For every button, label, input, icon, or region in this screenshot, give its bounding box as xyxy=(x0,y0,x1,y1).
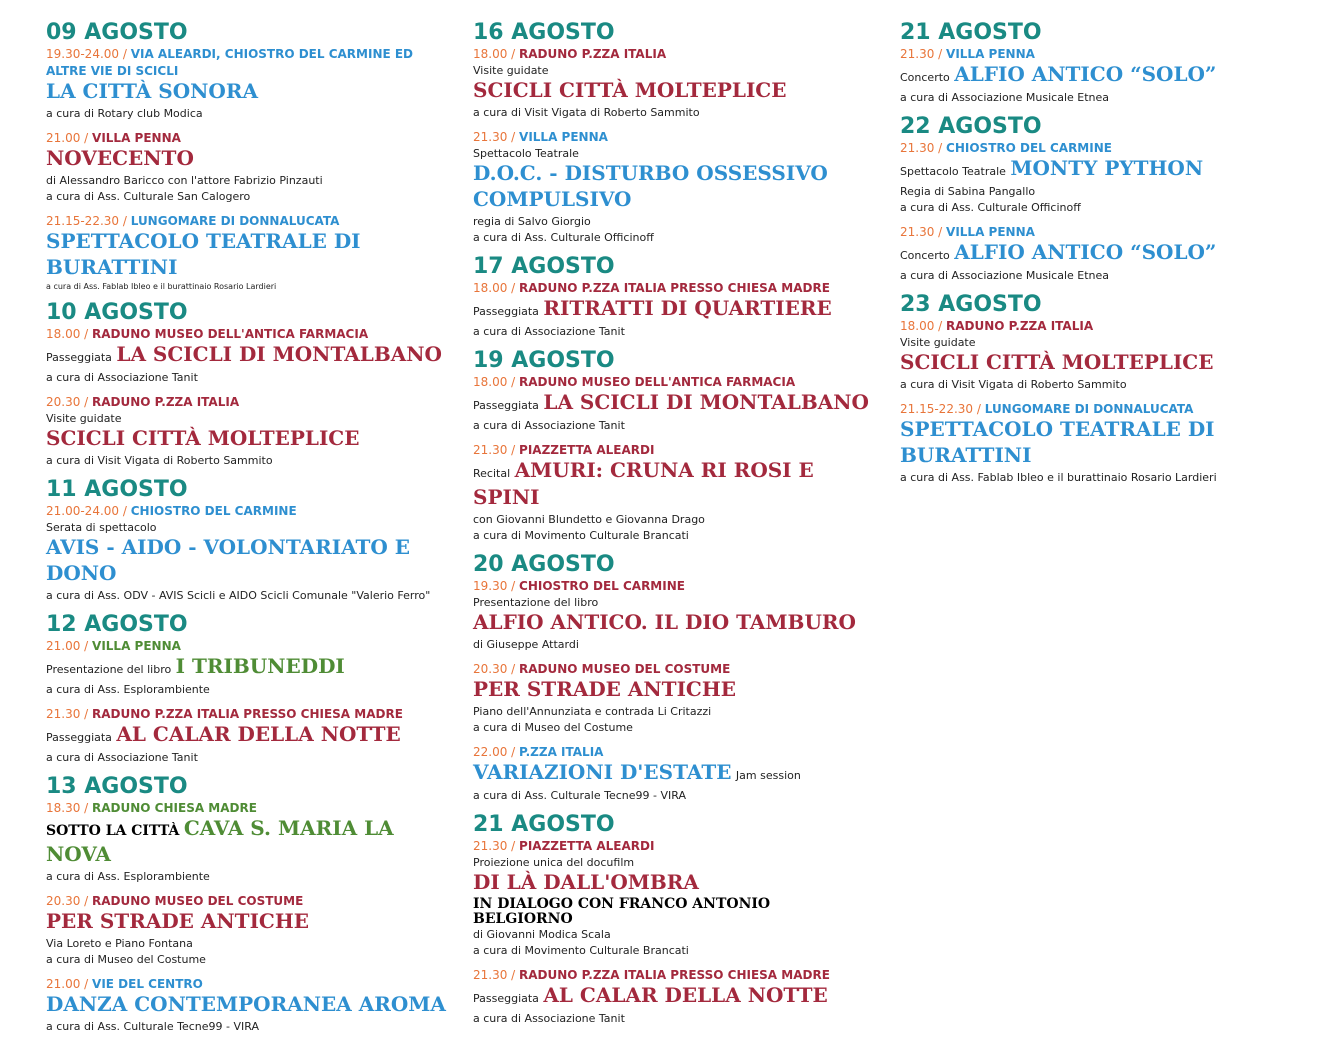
event-credit: a cura di Ass. Culturale Officinoff xyxy=(900,201,1081,214)
event-title: SPETTACOLO TEATRALE DI BURATTINI xyxy=(46,229,361,279)
event-type: Passeggiata xyxy=(473,399,539,412)
event-credit: a cura di Associazione Tanit xyxy=(46,371,198,384)
event xyxy=(900,318,1305,393)
event-type: Spettacolo Teatrale xyxy=(900,165,1006,178)
day-heading: 16 AGOSTO xyxy=(473,20,615,45)
time-separator: / xyxy=(934,47,947,61)
event-title: AL CALAR DELLA NOTTE xyxy=(543,983,828,1007)
event-location: PIAZZETTA ALEARDI xyxy=(519,839,655,853)
event-title-row xyxy=(900,241,1305,268)
event xyxy=(46,800,446,885)
time-separator: / xyxy=(507,839,520,853)
event xyxy=(46,46,446,122)
time-separator: / xyxy=(119,214,131,228)
event-title-row xyxy=(900,418,1305,470)
event-title: DANZA CONTEMPORANEA AROMA xyxy=(46,992,446,1016)
event-type: Visite guidate xyxy=(900,336,976,349)
event-title-row xyxy=(46,80,446,106)
event xyxy=(46,503,446,604)
event-type: Visite guidate xyxy=(473,64,549,77)
event-time: 18.00 xyxy=(46,327,81,341)
event xyxy=(46,130,446,205)
event-credit: a cura di Ass. Culturale Tecne99 - VIRA xyxy=(473,789,686,802)
event-title: LA SCICLI DI MONTALBANO xyxy=(116,342,442,366)
event-location: VILLA PENNA xyxy=(92,131,181,145)
event-credit: di Giovanni Modica Scala xyxy=(473,928,611,941)
event-credit: a cura di Rotary club Modica xyxy=(46,107,203,120)
event-title: RITRATTI DI QUARTIERE xyxy=(543,296,832,320)
day-heading: 19 AGOSTO xyxy=(473,348,615,373)
event xyxy=(900,46,1305,106)
event-credit: con Giovanni Blundetto e Giovanna Drago xyxy=(473,513,705,526)
event-credit: a cura di Ass. Esplorambiente xyxy=(46,683,210,696)
event-credit: a cura di Movimento Culturale Brancati xyxy=(473,529,689,542)
event xyxy=(473,661,873,736)
event-title: AMURI: CRUNA RI ROSI E SPINI xyxy=(473,458,814,509)
event-title: LA SCICLI DI MONTALBANO xyxy=(543,390,869,414)
event-time: 21.30 xyxy=(473,443,508,457)
event-meta xyxy=(46,394,446,411)
event-credit: a cura di Associazione Musicale Etnea xyxy=(900,91,1110,104)
event-title-row xyxy=(46,536,446,588)
event-title: ALFIO ANTICO. IL DIO TAMBURO xyxy=(473,610,856,634)
event-location: VILLA PENNA xyxy=(946,225,1035,239)
event-title-row xyxy=(473,162,873,214)
event-meta xyxy=(473,838,873,855)
day-block xyxy=(900,114,1305,284)
event-title: AL CALAR DELLA NOTTE xyxy=(116,722,401,746)
event-type: Concerto xyxy=(900,249,950,262)
time-separator: / xyxy=(934,141,947,155)
event xyxy=(46,638,446,698)
event-meta xyxy=(473,46,873,63)
event-meta xyxy=(473,744,873,761)
event-meta xyxy=(473,129,873,146)
event-location: VILLA PENNA xyxy=(946,47,1035,61)
event-type: Presentazione del libro xyxy=(46,663,172,676)
event-credit: a cura di Ass. Culturale Officinoff xyxy=(473,231,654,244)
event-credit: a cura di Visit Vigata di Roberto Sammito xyxy=(473,106,700,119)
day-heading: 17 AGOSTO xyxy=(473,254,615,279)
event xyxy=(46,326,446,386)
time-separator: / xyxy=(507,47,520,61)
event-title: MONTY PYTHON xyxy=(1010,156,1204,180)
event-location: CHIOSTRO DEL CARMINE xyxy=(130,504,297,518)
day-heading: 13 AGOSTO xyxy=(46,774,188,799)
time-separator: / xyxy=(507,281,520,295)
time-separator: / xyxy=(934,319,947,333)
event-credit: Regia di Sabina Pangallo xyxy=(900,185,1036,198)
event-meta xyxy=(473,967,873,984)
event-meta xyxy=(46,130,446,147)
day-block xyxy=(46,612,446,766)
event-credit: a cura di Ass. ODV - AVIS Scicli e AIDO Scicli Comunale "Valerio Ferro" xyxy=(46,589,431,602)
day-heading: 12 AGOSTO xyxy=(46,612,188,637)
event-time: 18.00 xyxy=(900,319,935,333)
event-title-row xyxy=(46,817,446,869)
event-type: Concerto xyxy=(900,71,950,84)
event-title-row xyxy=(46,427,446,453)
event-type: Serata di spettacolo xyxy=(46,521,157,534)
event xyxy=(473,280,873,340)
event-credit: a cura di Associazione Tanit xyxy=(46,751,198,764)
day-heading: 21 AGOSTO xyxy=(900,20,1042,45)
event-title: NOVECENTO xyxy=(46,146,194,170)
event xyxy=(473,744,873,804)
event-time: 21.15-22.30 xyxy=(46,214,120,228)
event-time: 21.00-24.00 xyxy=(46,504,120,518)
event-meta xyxy=(900,140,1305,157)
event-time: 22.00 xyxy=(473,745,508,759)
event-meta xyxy=(46,706,446,723)
day-block xyxy=(46,20,446,292)
event-meta xyxy=(900,401,1305,418)
day-heading: 21 AGOSTO xyxy=(473,812,615,837)
event-type: Passeggiata xyxy=(473,992,539,1005)
event-type: Proiezione unica del docufilm xyxy=(473,856,635,869)
event xyxy=(46,213,446,292)
event xyxy=(473,838,873,959)
event-time: 18.00 xyxy=(473,281,508,295)
event-location: CHIOSTRO DEL CARMINE xyxy=(519,579,685,593)
event-title-row xyxy=(46,910,446,936)
event-credit: a cura di Associazione Tanit xyxy=(473,1012,625,1025)
time-separator: / xyxy=(507,375,520,389)
event-title-row xyxy=(473,984,873,1011)
event-credit: regia di Salvo Giorgio xyxy=(473,215,591,228)
event xyxy=(473,46,873,121)
event-time: 20.30 xyxy=(46,894,81,908)
event-time: 18.00 xyxy=(473,47,508,61)
event-location: PIAZZETTA ALEARDI xyxy=(519,443,655,457)
event-title-row xyxy=(900,63,1305,90)
event xyxy=(46,893,446,968)
event-title-row xyxy=(46,343,446,370)
event xyxy=(473,578,873,653)
event xyxy=(900,401,1305,486)
time-separator: / xyxy=(934,225,947,239)
event-credit: a cura di Associazione Musicale Etnea xyxy=(900,269,1110,282)
event-type: Recital xyxy=(473,467,511,480)
event-title-row xyxy=(473,871,873,897)
time-separator: / xyxy=(80,801,93,815)
event-location: LUNGOMARE DI DONNALUCATA xyxy=(130,214,340,228)
time-separator: / xyxy=(80,639,93,653)
event-title: AVIS - AIDO - VOLONTARIATO E DONO xyxy=(46,535,411,585)
event-location: RADUNO P.ZZA ITALIA PRESSO CHIESA MADRE xyxy=(519,281,830,295)
event-title: D.O.C. - DISTURBO OSSESSIVO COMPULSIVO xyxy=(473,161,828,211)
event-location: CHIOSTRO DEL CARMINE xyxy=(946,141,1112,155)
day-block xyxy=(473,254,873,340)
event-location: RADUNO MUSEO DEL COSTUME xyxy=(92,894,304,908)
event-title-row xyxy=(473,297,873,324)
day-block xyxy=(473,552,873,804)
time-separator: / xyxy=(507,745,520,759)
day-block xyxy=(473,20,873,246)
event-title: CAVA S. MARIA LA NOVA xyxy=(46,816,394,866)
event xyxy=(473,442,873,544)
event-location: RADUNO P.ZZA ITALIA xyxy=(92,395,240,409)
event-time: 21.30 xyxy=(900,47,935,61)
time-separator: / xyxy=(507,662,520,676)
event-location: RADUNO P.ZZA ITALIA PRESSO CHIESA MADRE xyxy=(519,968,830,982)
event-credit: a cura di Movimento Culturale Brancati xyxy=(473,944,689,957)
event-location: RADUNO CHIESA MADRE xyxy=(92,801,257,815)
event-meta xyxy=(473,442,873,459)
event-credit: a cura di Ass. Culturale San Calogero xyxy=(46,190,251,203)
event-type: Spettacolo Teatrale xyxy=(473,147,579,160)
event-location: RADUNO P.ZZA ITALIA xyxy=(946,319,1094,333)
event-title-row xyxy=(473,678,873,704)
event-meta xyxy=(473,661,873,678)
event-meta xyxy=(473,374,873,391)
time-separator: / xyxy=(80,131,93,145)
event-credit: a cura di Ass. Fablab Ibleo e il burattinaio Rosario Lardieri xyxy=(46,282,277,291)
event-title: LA CITTÀ SONORA xyxy=(46,79,258,103)
event-credit: a cura di Visit Vigata di Roberto Sammito xyxy=(46,454,273,467)
event-location: VIE DEL CENTRO xyxy=(92,977,203,991)
event-meta xyxy=(473,280,873,297)
event-title: I TRIBUNEDDI xyxy=(175,654,345,678)
event-credit: a cura di Ass. Fablab Ibleo e il burattinaio Rosario Lardieri xyxy=(900,471,1217,484)
time-separator: / xyxy=(507,579,520,593)
event xyxy=(900,224,1305,284)
event-credit: a cura di Ass. Culturale Tecne99 - VIRA xyxy=(46,1020,259,1033)
day-heading: 09 AGOSTO xyxy=(46,20,188,45)
event-title-row xyxy=(900,157,1305,184)
event-time: 21.30 xyxy=(473,839,508,853)
day-block xyxy=(473,812,873,1027)
event xyxy=(900,140,1305,216)
event-title-row xyxy=(46,723,446,750)
event-time: 20.30 xyxy=(473,662,508,676)
event-title-row xyxy=(473,611,873,637)
event-location: VILLA PENNA xyxy=(519,130,608,144)
event-time: 21.30 xyxy=(46,707,81,721)
event-time: 21.30 xyxy=(900,225,935,239)
event-location: VIA ALEARDI, CHIOSTRO DEL CARMINE ED ALTRE VIE DI SCICLI xyxy=(46,47,414,78)
day-block xyxy=(473,348,873,544)
event-title: SCICLI CITTÀ MOLTEPLICE xyxy=(900,350,1214,374)
event-title: SCICLI CITTÀ MOLTEPLICE xyxy=(46,426,360,450)
event-type: Passeggiata xyxy=(46,731,112,744)
event-credit: a cura di Associazione Tanit xyxy=(473,325,625,338)
time-separator: / xyxy=(119,47,131,61)
event-title: ALFIO ANTICO “SOLO” xyxy=(954,62,1217,86)
event-title: PER STRADE ANTICHE xyxy=(473,677,736,701)
event-title-row xyxy=(46,993,446,1019)
event-title-row xyxy=(473,459,873,512)
event-location: RADUNO P.ZZA ITALIA xyxy=(519,47,667,61)
day-heading: 23 AGOSTO xyxy=(900,292,1042,317)
event-title-row xyxy=(473,761,873,788)
event-time: 19.30-24.00 xyxy=(46,47,120,61)
column-3 xyxy=(900,20,1305,494)
event-type: Passeggiata xyxy=(473,305,539,318)
event-title: DI LÀ DALL'OMBRA xyxy=(473,870,699,894)
event-time: 18.30 xyxy=(46,801,81,815)
day-block xyxy=(46,477,446,604)
event-title-prefix: SOTTO LA CITTÀ xyxy=(46,823,180,839)
event-title: SPETTACOLO TEATRALE DI BURATTINI xyxy=(900,417,1215,467)
day-heading: 10 AGOSTO xyxy=(46,300,188,325)
event-type: Visite guidate xyxy=(46,412,122,425)
event-subtitle: IN DIALOGO CON FRANCO ANTONIO BELGIORNO xyxy=(473,896,771,927)
event-credit: Piano dell'Annunziata e contrada Li Critazzi xyxy=(473,705,712,718)
event-time: 21.30 xyxy=(473,130,508,144)
event-type: Presentazione del libro xyxy=(473,596,599,609)
event-title-row xyxy=(473,391,873,418)
event-meta xyxy=(46,638,446,655)
time-separator: / xyxy=(80,707,93,721)
day-block xyxy=(46,774,446,1035)
event-time: 21.00 xyxy=(46,131,81,145)
event-title-row xyxy=(46,655,446,682)
event-meta xyxy=(46,976,446,993)
column-2 xyxy=(473,20,873,1035)
event-title: SCICLI CITTÀ MOLTEPLICE xyxy=(473,78,787,102)
time-separator: / xyxy=(80,894,93,908)
event-meta xyxy=(46,213,446,230)
event xyxy=(46,976,446,1035)
event-location: RADUNO MUSEO DELL'ANTICA FARMACIA xyxy=(92,327,369,341)
event-location: RADUNO P.ZZA ITALIA PRESSO CHIESA MADRE xyxy=(92,707,403,721)
event xyxy=(473,374,873,434)
event-meta xyxy=(46,326,446,343)
event-time: 21.00 xyxy=(46,977,81,991)
day-heading: 11 AGOSTO xyxy=(46,477,188,502)
event-title: ALFIO ANTICO “SOLO” xyxy=(954,240,1217,264)
event-title-row xyxy=(46,230,446,282)
event-title: VARIAZIONI D'ESTATE xyxy=(473,760,732,784)
event-time: 20.30 xyxy=(46,395,81,409)
event-title-row xyxy=(473,79,873,105)
event-type: Jam session xyxy=(735,769,801,782)
event-location: LUNGOMARE DI DONNALUCATA xyxy=(984,402,1194,416)
event xyxy=(473,129,873,246)
event-time: 21.15-22.30 xyxy=(900,402,974,416)
event-meta xyxy=(46,893,446,910)
event xyxy=(46,394,446,469)
day-heading: 20 AGOSTO xyxy=(473,552,615,577)
event-credit: di Giuseppe Attardi xyxy=(473,638,579,651)
event-time: 19.30 xyxy=(473,579,508,593)
event-type: Passeggiata xyxy=(46,351,112,364)
time-separator: / xyxy=(507,443,520,457)
event-credit: a cura di Visit Vigata di Roberto Sammito xyxy=(900,378,1127,391)
time-separator: / xyxy=(973,402,985,416)
event-location: VILLA PENNA xyxy=(92,639,181,653)
event-meta xyxy=(900,318,1305,335)
event-title-row xyxy=(900,351,1305,377)
event-location: P.ZZA ITALIA xyxy=(519,745,604,759)
event-credit: a cura di Associazione Tanit xyxy=(473,419,625,432)
day-block xyxy=(900,20,1305,106)
event-title: PER STRADE ANTICHE xyxy=(46,909,309,933)
event-meta xyxy=(46,503,446,520)
day-block xyxy=(900,292,1305,486)
event-time: 21.30 xyxy=(473,968,508,982)
event-credit: a cura di Ass. Esplorambiente xyxy=(46,870,210,883)
time-separator: / xyxy=(119,504,131,518)
event-meta xyxy=(900,224,1305,241)
time-separator: / xyxy=(80,977,93,991)
time-separator: / xyxy=(80,395,93,409)
event-meta xyxy=(46,800,446,817)
column-1 xyxy=(46,20,446,1043)
event-credit: Via Loreto e Piano Fontana xyxy=(46,937,193,950)
event-credit: a cura di Museo del Costume xyxy=(46,953,206,966)
event xyxy=(473,967,873,1027)
event-time: 18.00 xyxy=(473,375,508,389)
event-title-row xyxy=(46,147,446,173)
day-block xyxy=(46,300,446,469)
event-meta xyxy=(900,46,1305,63)
event-credit: di Alessandro Baricco con l'attore Fabrizio Pinzauti xyxy=(46,174,323,187)
event-time: 21.00 xyxy=(46,639,81,653)
day-heading: 22 AGOSTO xyxy=(900,114,1042,139)
event-location: RADUNO MUSEO DEL COSTUME xyxy=(519,662,731,676)
time-separator: / xyxy=(507,130,520,144)
event-meta xyxy=(46,46,446,80)
event-location: RADUNO MUSEO DELL'ANTICA FARMACIA xyxy=(519,375,796,389)
time-separator: / xyxy=(80,327,93,341)
event-credit: a cura di Museo del Costume xyxy=(473,721,633,734)
time-separator: / xyxy=(507,968,520,982)
event-meta xyxy=(473,578,873,595)
event xyxy=(46,706,446,766)
event-time: 21.30 xyxy=(900,141,935,155)
